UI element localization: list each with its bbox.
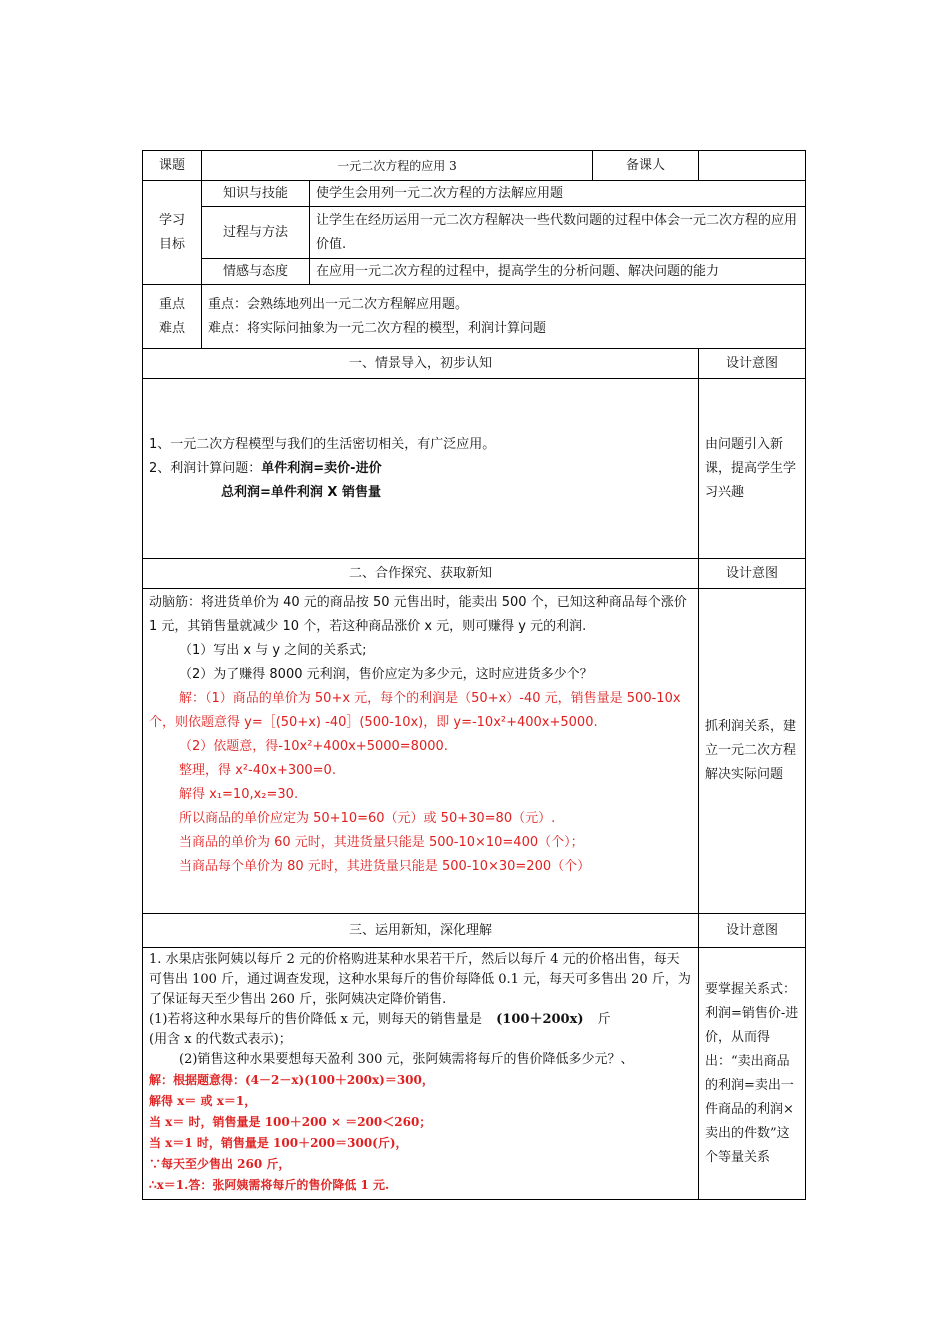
section3-intent: 要掌握关系式：利润=销售价-进价，从而得出：“卖出商品的利润=卖出一件商品的利润×卖出的件数”这个等量关系 (699, 948, 806, 1200)
section3-content (143, 948, 699, 1200)
preparer-label: 备课人 (593, 151, 699, 181)
section3-sol2: 解得 x＝ 或 x＝1， (149, 1094, 257, 1108)
preparer-value (699, 151, 806, 181)
section2-content (143, 589, 699, 914)
key-points-content (202, 285, 806, 349)
section2-q1: （1）写出 x 与 y 之间的关系式; (179, 643, 367, 658)
section3-problem: 1. 水果店张阿姨以每斤 2 元的价格购进某种水果若干斤，然后以每斤 4 元的价格出售，每天可售出 100 斤，通过调查发现，这种水果每斤的售价每降低 0.1 元，每天可多售出 20 斤，为了保证每天至少售出 260 斤，张阿姨决定降价销售. (149, 952, 691, 1007)
section1-content (143, 379, 699, 559)
section3-intent-header: 设计意图 (699, 914, 806, 948)
objective-name-process: 过程与方法 (202, 207, 310, 259)
objective-text-knowledge: 使学生会用列一元二次方程的方法解应用题 (310, 181, 806, 207)
lesson-plan-page (142, 150, 805, 1200)
section2-sol3: 整理，得 x²-40x+300=0. (179, 763, 336, 778)
objective-text-attitude: 在应用一元二次方程的过程中，提高学生的分析问题、解决问题的能力 (310, 259, 806, 285)
section2-intent-header: 设计意图 (699, 559, 806, 589)
topic-label: 课题 (143, 151, 202, 181)
objectives-label: 学习 目标 (143, 181, 202, 285)
difficulty-text: 难点：将实际问抽象为一元二次方程的模型，利润计算问题 (208, 320, 547, 336)
section3-sol5: ∵每天至少售出 260 斤， (149, 1157, 291, 1171)
section3-sol3: 当 x＝ 时，销售量是 100＋200 × ＝200＜260； (149, 1115, 432, 1129)
topic-title: 一元二次方程的应用 3 (202, 151, 593, 181)
objective-name-attitude: 情感与态度 (202, 259, 310, 285)
section1-line2: 2、利润计算问题：单件利润=卖价-进价 (149, 460, 382, 476)
section2-problem: 动脑筋：将进货单价为 40 元的商品按 50 元售出时，能卖出 500 个，已知这种商品每个涨价 1 元，其销售量就减少 10 个，若这种商品涨价 x 元，则可赚得 y 元的利润. (149, 595, 687, 634)
section2-sol5: 所以商品的单价应定为 50+10=60（元）或 50+30=80（元）. (179, 811, 556, 826)
lesson-plan-table (142, 150, 806, 1200)
focus-text: 重点：会熟练地列出一元二次方程解应用题。 (208, 296, 469, 312)
key-points-label: 重点 难点 (143, 285, 202, 349)
section1-intent-header: 设计意图 (699, 349, 806, 379)
section2-sol2: （2）依题意，得-10x²+400x+5000=8000. (179, 739, 448, 754)
section3-sol4: 当 x＝1 时，销售量是 100＋200＝300(斤)， (149, 1136, 408, 1150)
section3-q2: (2)销售这种水果要想每天盈利 300 元，张阿姨需将每斤的售价降低多少元？、 (179, 1052, 634, 1067)
objective-name-knowledge: 知识与技能 (202, 181, 310, 207)
section2-sol4: 解得 x₁=10,x₂=30. (179, 787, 299, 802)
section3-sol1: 解：根据题意得：(4－2－x)(100＋200x)＝300， (149, 1073, 434, 1087)
section1-line3: 总利润=单件利润 X 销售量 (221, 484, 381, 500)
section1-line1: 1、一元二次方程模型与我们的生活密切相关，有广泛应用。 (149, 436, 496, 452)
section3-q1-answer: (100＋200x) (496, 1012, 584, 1027)
section1-title: 一、情景导入，初步认知 (143, 349, 699, 379)
section3-q1: (1)若将这种水果每斤的售价降低 x 元，则每天的销售量是 (100＋200x) 斤 (149, 1012, 611, 1027)
section2-title: 二、合作探究、获取新知 (143, 559, 699, 589)
objective-text-process: 让学生在经历运用一元二次方程解决一些代数问题的过程中体会一元二次方程的应用价值. (310, 207, 806, 259)
section1-intent: 由问题引入新课，提高学生学习兴趣 (699, 379, 806, 559)
section2-sol6: 当商品的单价为 60 元时，其进货量只能是 500-10×10=400（个）； (179, 835, 584, 850)
section2-sol1: 解：（1）商品的单价为 50+x 元，每个的利润是（50+x）-40 元，销售量是 500-10x 个，则依题意得 y=［(50+x) -40］(500-10x)，即 y=-10x²+400x+5000. (149, 691, 681, 730)
section2-sol7: 当商品每个单价为 80 元时，其进货量只能是 500-10×30=200（个） (179, 859, 591, 874)
section2-q2: （2）为了赚得 8000 元利润，售价应定为多少元，这时应进货多少个？ (179, 667, 593, 682)
section2-intent: 抓利润关系，建立一元二次方程解决实际问题 (699, 589, 806, 914)
section3-sol6: ∴x＝1.答：张阿姨需将每斤的售价降低 1 元. (149, 1178, 390, 1192)
section3-q1-note: (用含 x 的代数式表示)； (149, 1032, 292, 1047)
section3-title: 三、运用新知，深化理解 (143, 914, 699, 948)
